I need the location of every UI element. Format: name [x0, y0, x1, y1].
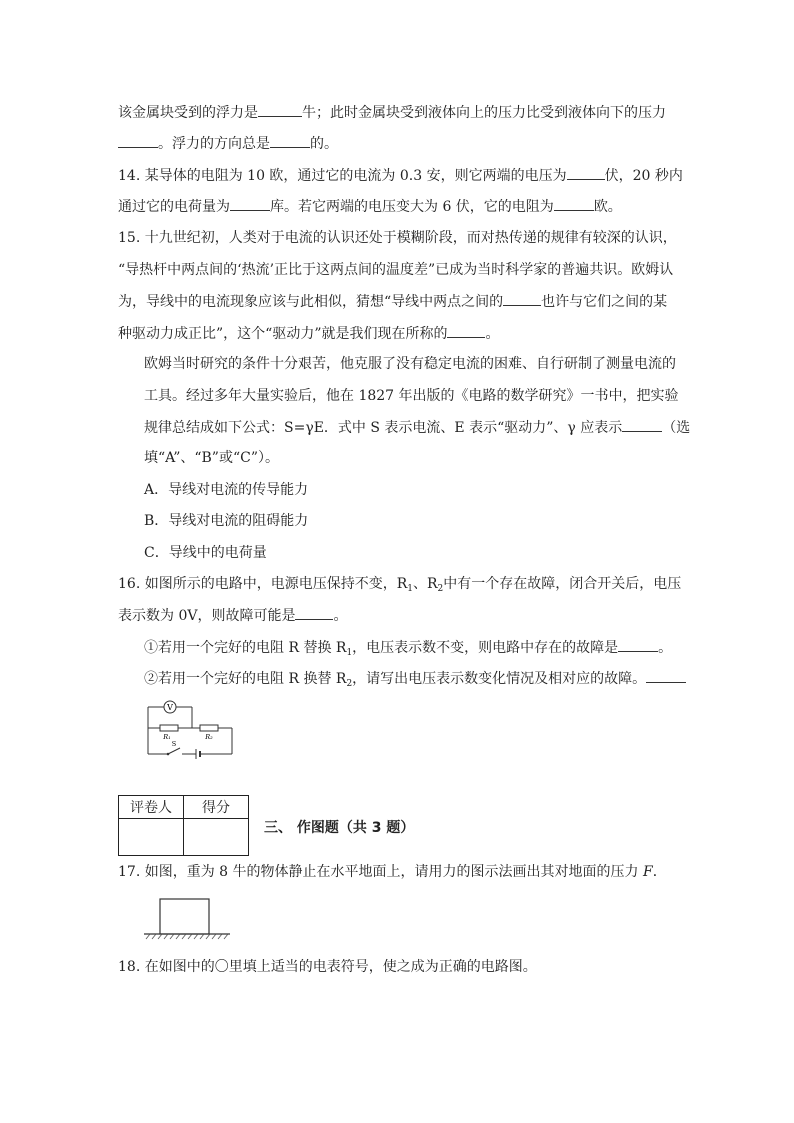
q16-sub1: ①若用一个完好的电阻 R 替换 $R_1$，电压表示数不变，则电路中存在的故障是 。: [144, 637, 672, 658]
circuit-diagram: [140, 696, 240, 762]
q16-line2: 表示数为 0V，则故障可能是 。: [118, 605, 347, 626]
q18-text: 18. 在如图中的〇里填上适当的电表符号，使之成为正确的电路图。: [118, 959, 537, 975]
voltmeter-label: V: [167, 703, 173, 712]
q15-option-a[interactable]: A．导线对电流的传导能力: [144, 482, 309, 498]
q15-line2: “导热杆中两点间的‘热流’正比于这两点间的温度差”已成为当时科学家的普遍共识。欧姆认: [118, 262, 674, 278]
q17-text: 17. 如图，重为 8 牛的物体静止在水平地面上，请用力的图示法画出其对地面的压力 F．: [118, 864, 667, 880]
score-header: 得分: [184, 796, 249, 819]
q13-line2: 。浮力的方向总是 的。: [118, 133, 338, 154]
q16-sub2: ②若用一个完好的电阻 R 换替 $R_2$，请写出电压表示数变化情况及相对应的故障。: [144, 668, 686, 689]
section-title: 三、 作图题（共 3 题）: [264, 820, 415, 836]
answer-blank[interactable]: [622, 417, 662, 432]
answer-blank[interactable]: [503, 291, 541, 306]
answer-blank[interactable]: [118, 133, 158, 148]
q15-line6: 工具。经过多年大量实验后，他在 1827 年出版的《电路的数学研究》一书中，把实验: [144, 388, 679, 404]
answer-blank[interactable]: [270, 133, 310, 148]
q15-option-b[interactable]: B．导线对电流的阻碍能力: [144, 513, 309, 529]
q15-line1: 15. 十九世纪初，人类对于电流的认识还处于模糊阶段，而对热传递的规律有较深的认识，: [118, 230, 677, 246]
answer-blank[interactable]: [258, 102, 302, 117]
r2-label: R₂: [205, 733, 213, 741]
answer-blank[interactable]: [447, 323, 485, 338]
answer-blank[interactable]: [618, 637, 658, 652]
switch-label: S: [171, 740, 177, 748]
q16-line1: 16. 如图所示的电路中，电源电压保持不变，$R_1$、$R_2$中有一个存在故障，闭合开关后，电压: [118, 576, 682, 594]
q15-line4: 种驱动力成正比”，这个“驱动力”就是我们现在所称的 。: [118, 323, 499, 344]
resistor-r2: [200, 725, 218, 731]
score-cell[interactable]: [184, 819, 249, 856]
answer-blank[interactable]: [554, 196, 594, 211]
block-on-ground-diagram: [144, 896, 234, 942]
q15-line3: 为，导线中的电流现象应该与此相似，猜想“导线中两点之间的 也许与它们之间的某: [118, 291, 667, 312]
answer-blank[interactable]: [230, 196, 270, 211]
block: [160, 899, 209, 934]
q15-line5: 欧姆当时研究的条件十分艰苦，他克服了没有稳定电流的困难、自行研制了测量电流的: [144, 356, 676, 372]
r1-label: R₁: [163, 733, 171, 741]
score-table: [118, 795, 249, 856]
grader-cell[interactable]: [119, 819, 184, 856]
q13-line1: 该金属块受到的浮力是 牛；此时金属块受到液体向上的压力比受到液体向下的压力: [118, 102, 666, 123]
q14-line1: 14. 某导体的电阻为 10 欧，通过它的电流为 0.3 安，则它两端的电压为 伏，20 秒内: [118, 165, 683, 186]
q15-line7: 规律总结成如下公式：S=γE．式中 S 表示电流、E 表示“驱动力”、γ 应表示 （选: [144, 417, 690, 438]
q15-line8: 填“A”、“B”或“C”）。: [144, 450, 279, 466]
q14-line2: 通过它的电荷量为 库。若它两端的电压变大为 6 伏，它的电阻为 欧。: [118, 196, 622, 217]
q15-option-c[interactable]: C．导线中的电荷量: [144, 545, 267, 561]
resistor-r1: [160, 725, 178, 731]
grader-header: 评卷人: [119, 796, 184, 819]
answer-blank[interactable]: [295, 605, 333, 620]
switch-s: [168, 748, 180, 754]
answer-blank[interactable]: [567, 165, 605, 180]
answer-blank[interactable]: [646, 668, 686, 683]
